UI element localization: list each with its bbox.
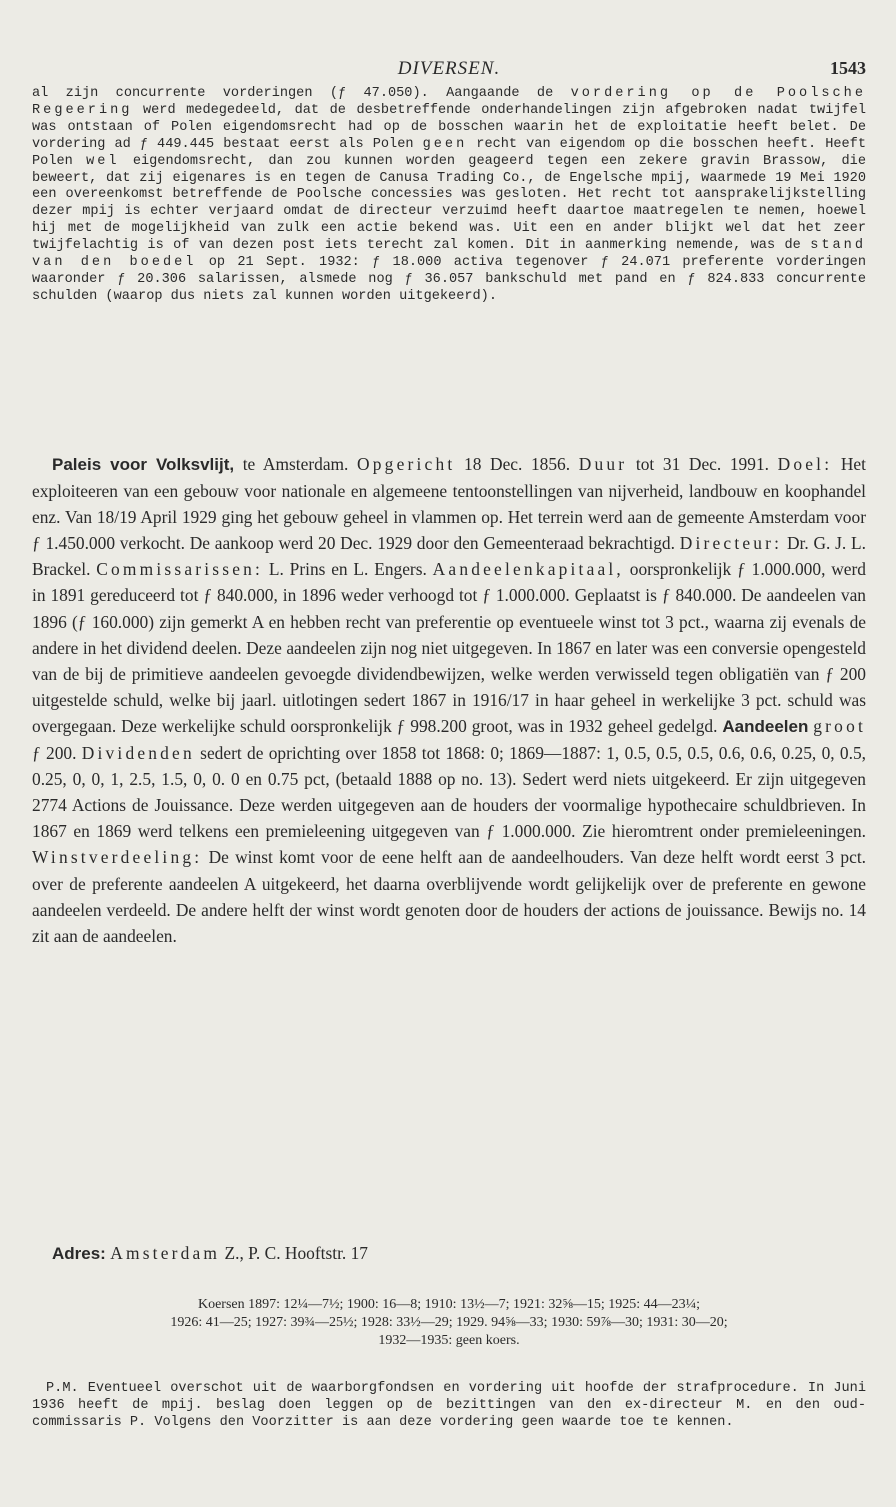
pm-note: P.M. Eventueel overschot uit de waarborgfondsen en vordering uit hoofde der strafprocedure. In Juni 1936 heeft de mpij. beslag doen leggen op de bezittingen van den ex-directeur M. en den oud-commissaris P. Volgens den Voorzitter is aan deze vordering geen waarde toe te kennen. [32, 1381, 866, 1430]
company-name: Paleis voor Volksvlijt, [52, 455, 235, 474]
continued-paragraph [32, 86, 866, 306]
price-history [32, 1296, 866, 1350]
running-header [32, 58, 866, 82]
price-label: Koersen [197, 1297, 245, 1312]
label-directeur: Directeur: [679, 533, 783, 554]
text-run: al zijn concurrente vorderingen (ƒ 47.050). Aangaande de [32, 86, 554, 101]
label-winstverdeeling: Winstverdeeling: [32, 847, 203, 868]
address-label: Adres: [52, 1244, 106, 1263]
label-opgericht: Opgericht [357, 454, 456, 474]
text-run: werd medegedeeld, dat de desbetreffende onderhandelingen zijn afgebroken nadat twijfel was ontstaan of Polen eigendomsrecht had op de bosschen waarin het de exploitatie heeft belet. De vordering ad ƒ 449.445 bestaat eerst als Polen [32, 102, 866, 152]
text-run: tot 31 Dec. 1991. [627, 454, 778, 474]
label-dividenden: Dividenden [81, 743, 195, 764]
text-run: eigendomsrecht, dan zou kunnen worden geageerd tegen een zekere gravin Brassow, die beweert, dat zij eigenares is en tegen de Canusa Trading Co., de Engelsche mpij, waarmede 19 Mei 1920 een overeenkomst betreffende de Poolsche concessies was gesloten. Het recht tot aansprakelijkstelling dezer mpij is echter verjaard omdat de directeur verzuimd heeft daartoe maatregelen te nemen, hoewel hij met de mogelijkheid van zulk een actie bekend was. Uit een en ander blijkt wel dat het zeer twijfelachtig is of van dezen post iets terecht zal komen. Dit in aanmerking nemende, was de [32, 153, 866, 254]
label-commissarissen: Commissarissen: [96, 559, 264, 580]
text-run: op 21 Sept. 1932: ƒ 18.000 activa tegenover ƒ 24.071 preferente vorderingen waaronder ƒ 20.306 salarissen, alsmede nog ƒ 36.057 bankschuld met pand en ƒ 824.833 concurrente schulden (waarop dus niets zal kunnen worden uitgekeerd). [32, 255, 866, 304]
running-title: DIVERSEN. [397, 58, 501, 79]
heading-aandeelen: Aandeelen [722, 716, 809, 736]
text-run: recht van eigendom op die bosschen heeft. Heeft Polen [32, 136, 866, 169]
price-line [32, 1296, 866, 1314]
text-run: sedert de oprichting over 1858 tot 1868: 0; 1869—1887: 1, 0.5, 0.5, 0.5, 0.6, 0.6, 0.25, 0, 0.5, 0.25, 0, 0, 1, 2.5, 1.5, 0, 0. 0 en 0.75 pct, (betaald 1888 op no. 13). Sedert werd niets uitgekeerd. Er zijn uitgegeven 2774 Actions de Jouissance. Deze werden uitgegeven aan de houders der voormalige hypothecaire schuldbrieven. In 1867 en 1869 werd telkens een premieleening uitgegeven van ƒ 1.000.000. Zie hieromtrent onder premieleeningen. [32, 743, 867, 842]
spaced-label: wel [86, 153, 120, 169]
label-duur: Duur [578, 454, 628, 474]
address-city: Amsterdam [110, 1243, 221, 1263]
price-line: 1932—1935: geen koers. [378, 1333, 520, 1348]
label-groot: groot [813, 715, 866, 736]
text-run: Het exploiteeren van een gebouw voor nationale en algemeene tentoonstellingen van nijverheid, landbouw en koophandel enz. Van 18/19 April 1929 ging het gebouw geheel in vlammen op. Het terrein werd aan de gemeente Amsterdam voor ƒ 1.450.000 verkocht. De aankoop werd 20 Dec. 1929 door den Gemeenteraad bekrachtigd. [32, 454, 866, 554]
text-run: ƒ 200. [32, 743, 82, 764]
spaced-label: vordering op de Poolsche Regeering [32, 86, 866, 118]
address-street: Z., P. C. Hooftstr. 17 [220, 1243, 368, 1263]
text-run: L. Prins en L. Engers. [263, 559, 433, 580]
text-run: oorspronkelijk ƒ 1.000.000, werd in 1891 gereduceerd tot ƒ 840.000, in 1896 weder verhoogd tot ƒ 1.000.000. Geplaatst is ƒ 840.000. De aandeelen van 1896 (ƒ 160.000) zijn gemerkt A en hebben recht van preferentie op eventueele winst tot 3 pct., waarna zij evenals de andere in het dividend deelen. Deze aandeelen zijn nog niet uitgegeven. In 1867 en later was een conversie opengesteld van de bij de primitieve aandeelen gevoegde dividendbewijzen, welke werden verwisseld tegen obligatiën van ƒ 200 uitgestelde schuld, welke bij jaarl. uitlotingen sedert 1867 in 1916/17 in haar geheel in werkelijke 3 pct. schuld was overgegaan. Deze werkelijke schuld oorspronkelijk ƒ 998.200 groot, was in 1932 geheel gedelgd. [32, 559, 866, 736]
text-run: te Amsterdam. [234, 454, 358, 474]
price-line: 1926: 41—25; 1927: 39¾—25½; 1928: 33½—29; 1929. 94⅝—33; 1930: 59⅞—30; 1931: 30—20; [170, 1315, 728, 1330]
price-values: 1897: 12¼—7½; 1900: 16—8; 1910: 13½—7; 1921: 32⅝—15; 1925: 44—23¼; [248, 1297, 701, 1312]
spaced-label: geen [422, 136, 468, 152]
company-entry [32, 451, 866, 949]
text-run: Dr. G. J. L. Brackel. [32, 533, 866, 580]
label-aandeelenkapitaal: Aandeelenkapitaal, [432, 559, 624, 580]
text-run: De winst komt voor de eene helft aan de aandeelhouders. Van deze helft wordt eerst 3 pct. over de preferente aandeelen A uitgekeerd, het daarna overblijvende wordt gelijkelijk over de preferente en gewone aandeelen verdeeld. De andere helft der winst wordt genoten door de houders der actions de jouissance. Bewijs no. 14 zit aan de aandeelen. [32, 847, 866, 946]
page-number: 1543 [830, 58, 866, 78]
label-doel: Doel: [777, 454, 833, 474]
spaced-label: stand van den boedel [32, 238, 866, 271]
text-run: 18 Dec. 1856. [455, 454, 579, 474]
address-line [52, 1240, 866, 1267]
